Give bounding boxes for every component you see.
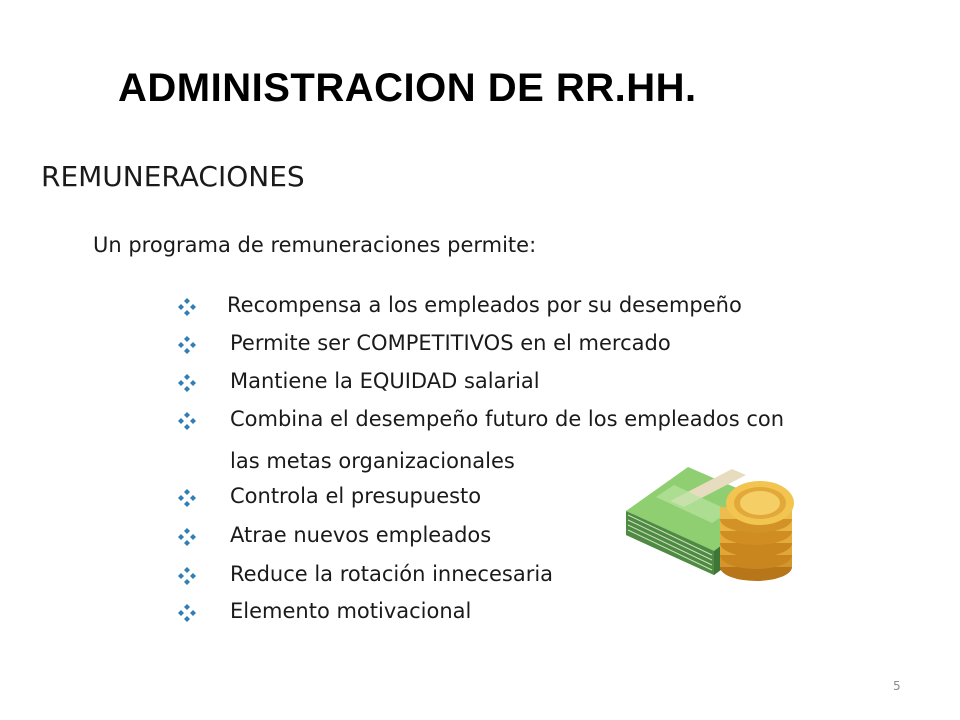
bullet-text: Permite ser COMPETITIVOS en el mercado <box>230 331 671 355</box>
bullet-text: Mantiene la EQUIDAD salarial <box>230 369 540 393</box>
bullet-text: Reduce la rotación innecesaria <box>230 562 554 586</box>
four-diamond-bullet-icon <box>178 489 196 507</box>
section-heading: REMUNERACIONES <box>41 160 305 193</box>
bullet-continuation: las metas organizacionales <box>230 449 515 473</box>
bullet-text: Recompensa a los empleados por su desempeño <box>227 293 742 317</box>
intro-text: Un programa de remuneraciones permite: <box>93 233 537 257</box>
four-diamond-bullet-icon <box>178 528 196 546</box>
four-diamond-bullet-icon <box>178 336 196 354</box>
four-diamond-bullet-icon <box>178 604 196 622</box>
four-diamond-bullet-icon <box>178 567 196 585</box>
four-diamond-bullet-icon <box>178 374 196 392</box>
four-diamond-bullet-icon <box>178 298 196 316</box>
bullet-text: Controla el presupuesto <box>230 484 482 508</box>
money-stack-and-coins-icon <box>626 463 804 585</box>
four-diamond-bullet-icon <box>178 412 196 430</box>
bullet-text: Atrae nuevos empleados <box>230 523 492 547</box>
slide-title: ADMINISTRACION DE RR.HH. <box>118 66 697 110</box>
bullet-text: Combina el desempeño futuro de los empleados con <box>230 407 785 431</box>
page-number: 5 <box>893 679 901 693</box>
bullet-text: Elemento motivacional <box>230 599 472 623</box>
